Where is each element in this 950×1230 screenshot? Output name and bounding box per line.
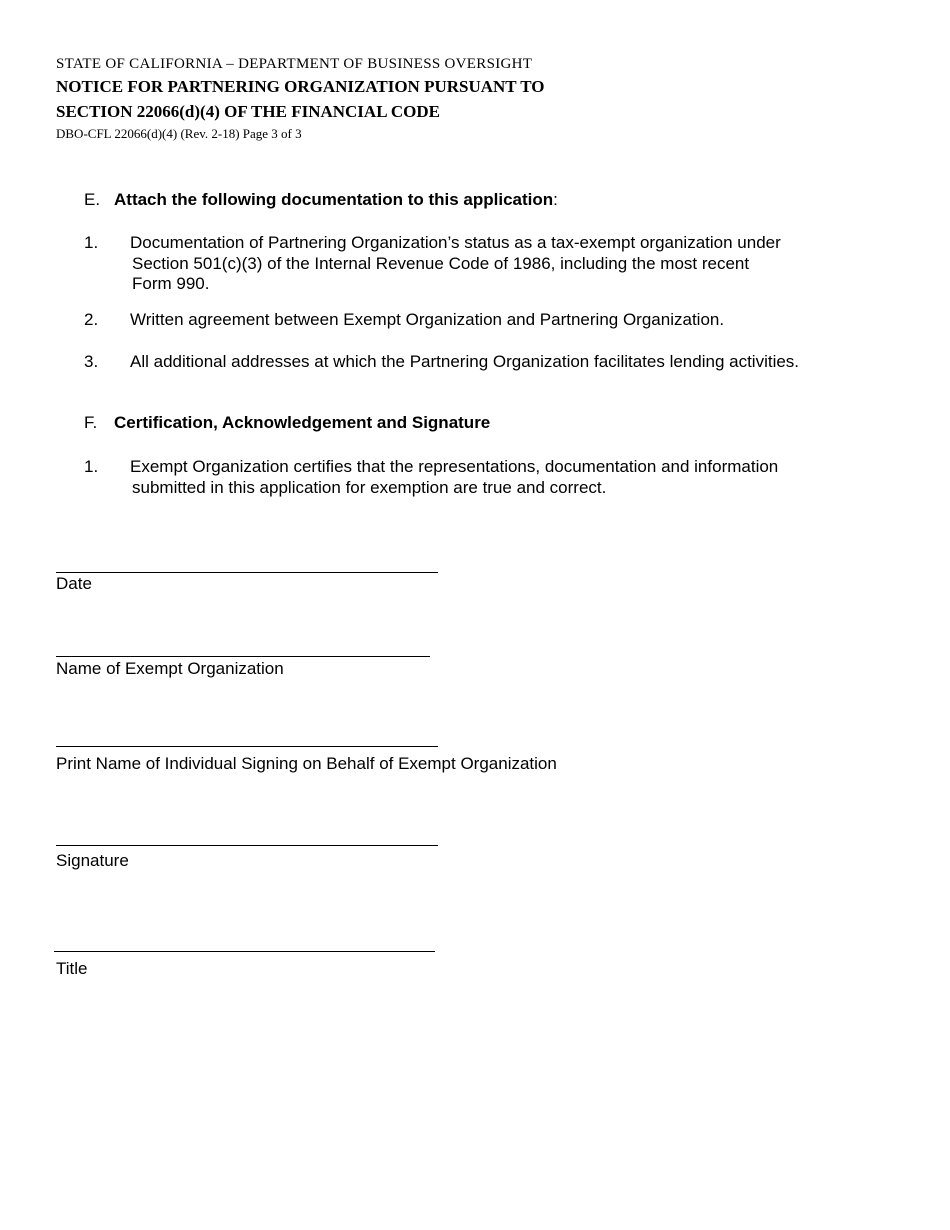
agency-name: STATE OF CALIFORNIA – DEPARTMENT OF BUSINESS OVERSIGHT [56,56,533,72]
title-input-line[interactable] [54,951,435,952]
print-name-input-line[interactable] [56,746,438,747]
section-e-letter: E. [84,190,101,209]
section-e-heading [84,190,558,210]
item-text-line: Section 501(c)(3) of the Internal Revenue Code of 1986, including the most recent [132,253,750,273]
signature-input-line[interactable] [56,845,438,846]
print-name-label: Print Name of Individual Signing on Behalf of Exempt Organization [56,754,557,773]
form-title-line-1: NOTICE FOR PARTNERING ORGANIZATION PURSUANT TO [56,77,545,96]
item-text-line: Exempt Organization certifies that the representations, documentation and information [130,457,779,476]
section-f-title: Certification, Acknowledgement and Signature [114,413,491,432]
item-number: 2. [84,310,99,329]
signature-label: Signature [56,851,129,870]
date-label: Date [56,574,92,593]
item-text-line: All additional addresses at which the Partnering Organization facilitates lending activities. [130,352,800,371]
item-text-line: submitted in this application for exemption are true and correct. [132,477,607,497]
section-e-title: Attach the following documentation to this application [114,190,554,209]
date-input-line[interactable] [56,572,438,573]
org-name-input-line[interactable] [56,656,430,657]
title-label: Title [56,959,88,978]
org-name-label: Name of Exempt Organization [56,659,284,678]
item-text-line: Form 990. [132,274,210,293]
form-title-line-2: SECTION 22066(d)(4) OF THE FINANCIAL CODE [56,102,440,121]
item-text-line: Documentation of Partnering Organization’s status as a tax-exempt organization under [130,233,781,252]
section-f-heading [84,413,490,433]
item-number: 1. [84,457,99,476]
item-number: 3. [84,352,99,371]
form-id: DBO-CFL 22066(d)(4) (Rev. 2-18) Page 3 of 3 [56,126,302,141]
section-e-colon: : [553,190,558,209]
item-text-line: Written agreement between Exempt Organization and Partnering Organization. [130,310,725,329]
item-number: 1. [84,233,99,252]
section-f-letter: F. [84,413,98,432]
